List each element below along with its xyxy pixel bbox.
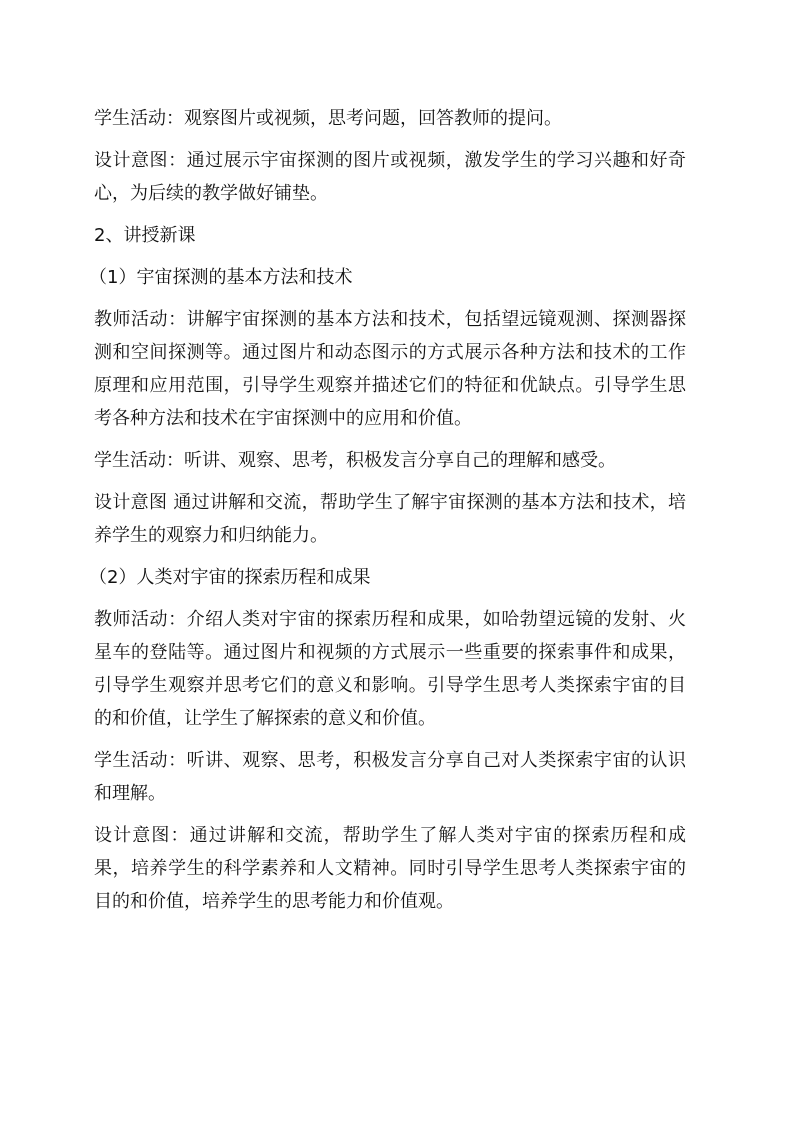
subsection-heading-1: （1）宇宙探测的基本方法和技术 <box>89 267 353 288</box>
design-intent-paragraph-2: 设计意图 通过讲解和交流，帮助学生了解宇宙探测的基本方法和技术，培养学生的观察力和归纳能力。 <box>94 492 686 546</box>
design-intent-paragraph-3: 设计意图：通过讲解和交流，帮助学生了解人类对宇宙的探索历程和成果，培养学生的科学素养和人文精神。同时引导学生思考人类探索宇宙的目的和价值，培养学生的思考能力和价值观。 <box>94 825 686 912</box>
teacher-activity-paragraph-2: 教师活动：介绍人类对宇宙的探索历程和成果，如哈勃望远镜的发射、火星车的登陆等。通过图片和视频的方式展示一些重要的探索事件和成果，引导学生观察并思考它们的意义和影响。引导学生思考人类探索宇宙的目的和价值，让学生了解探索的意义和价值。 <box>94 609 686 729</box>
subsection-heading-2: （2）人类对宇宙的探索历程和成果 <box>89 567 371 588</box>
student-activity-paragraph-1: 学生活动：观察图片或视频，思考问题，回答教师的提问。 <box>94 108 562 129</box>
document-page <box>89 102 686 918</box>
student-activity-paragraph-2: 学生活动：听讲、观察、思考，积极发言分享自己的理解和感受。 <box>94 450 616 471</box>
design-intent-paragraph-1: 设计意图：通过展示宇宙探测的图片或视频，激发学生的学习兴趣和好奇心，为后续的教学做好铺垫。 <box>94 150 686 204</box>
teacher-activity-paragraph-1: 教师活动：讲解宇宙探测的基本方法和技术，包括望远镜观测、探测器探测和空间探测等。通过图片和动态图示的方式展示各种方法和技术的工作原理和应用范围，引导学生观察并描述它们的特征和优缺点。引导学生思考各种方法和技术在宇宙探测中的应用和价值。 <box>94 309 686 429</box>
section-heading-lecture: 2、讲授新课 <box>94 225 196 246</box>
student-activity-paragraph-3: 学生活动：听讲、观察、思考，积极发言分享自己对人类探索宇宙的认识和理解。 <box>94 750 686 804</box>
